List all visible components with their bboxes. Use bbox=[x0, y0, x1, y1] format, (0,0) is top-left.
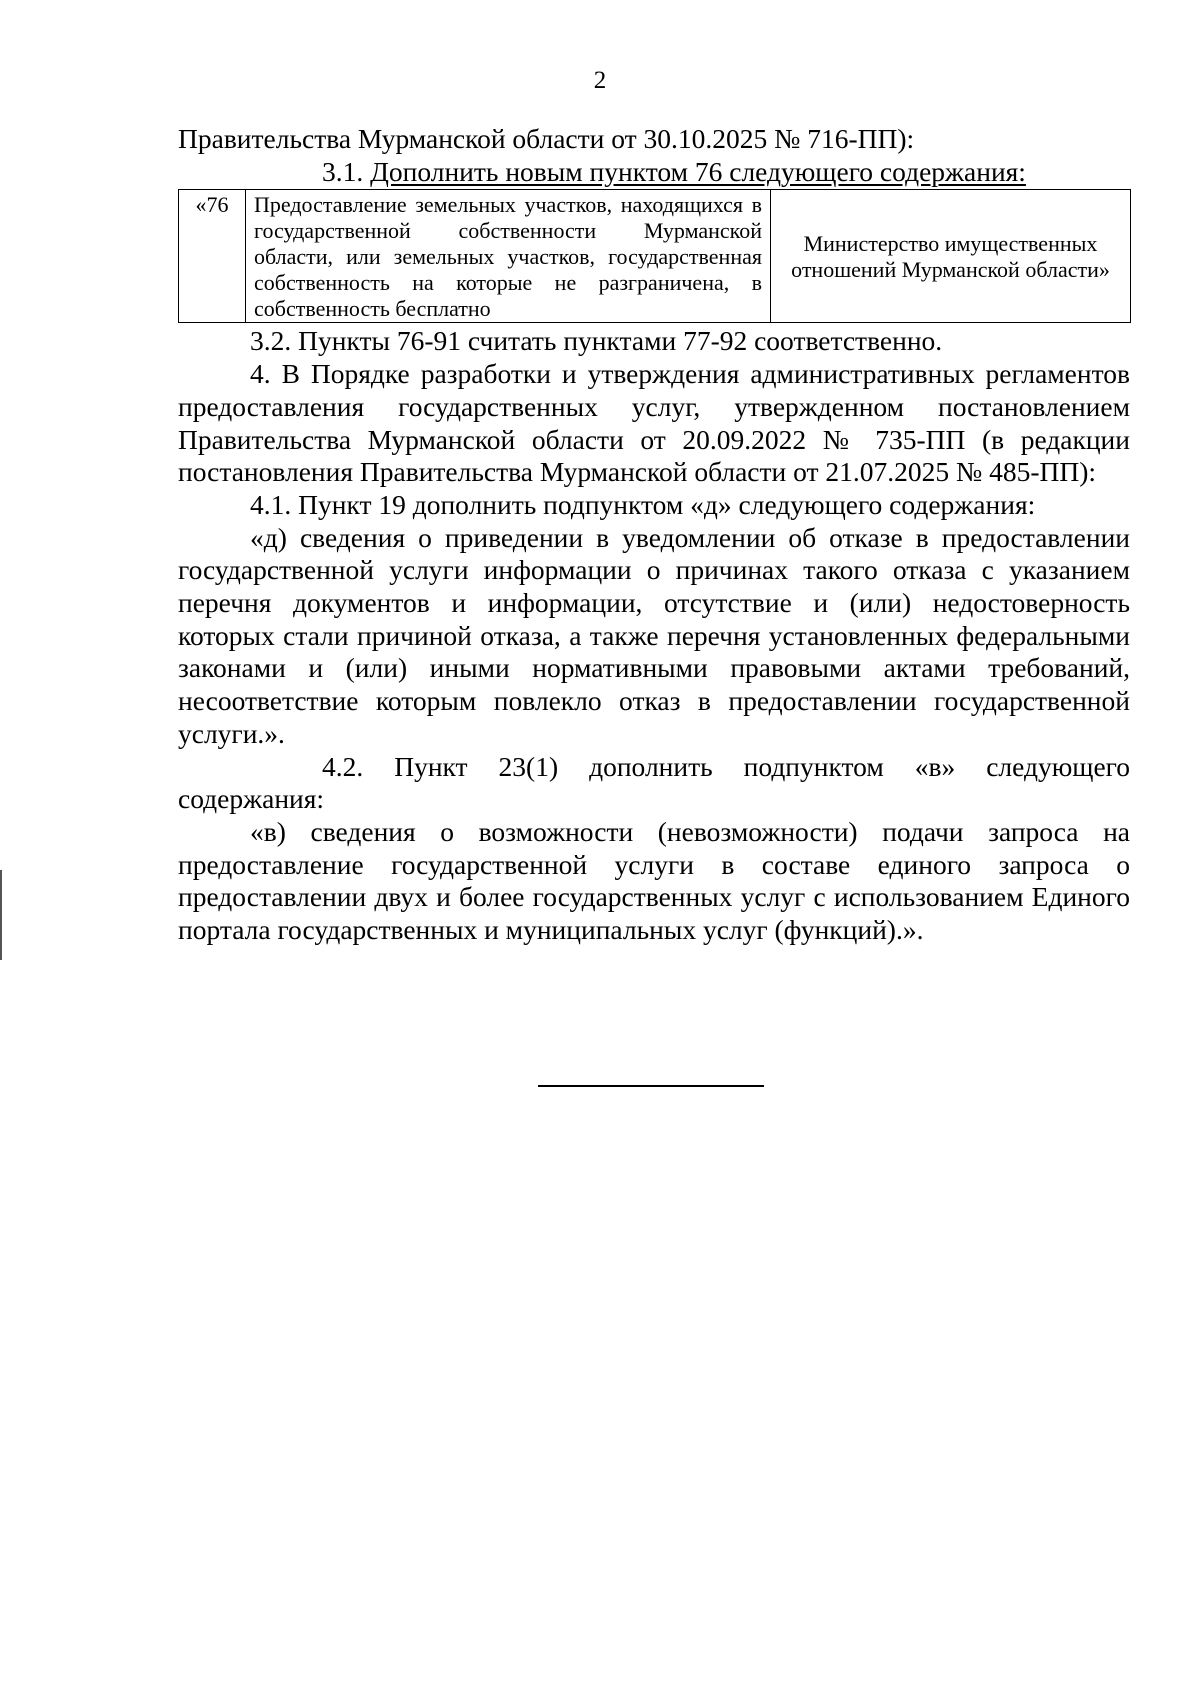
scan-edge-mark bbox=[0, 870, 2, 960]
item-text: Пункт 23(1) дополнить подпунктом «в» следующего содержания: bbox=[178, 750, 1131, 815]
row-number-cell: «76 bbox=[179, 190, 246, 323]
table-row bbox=[179, 190, 1131, 323]
item-number: 3.1. bbox=[322, 155, 364, 187]
paragraph-4-1-text: «д) сведения о приведении в уведомлении об отказе в предоставлении государственной услуги информации о причинах такого отказа с указанием перечня документов и информации, отсутствие и (или) недостоверность которых стали причиной отказа, а также перечня установленных федеральными законами и (или) иными нормативными правовыми актами требований, несоответствие которым повлекло отказ в предоставлении государственной услуги.». bbox=[178, 521, 1130, 749]
page-number: 2 bbox=[593, 67, 607, 94]
end-rule-divider bbox=[538, 1085, 764, 1087]
item-text: Дополнить новым пунктом 76 следующего содержания: bbox=[370, 155, 1026, 187]
paragraph-4-2 bbox=[178, 751, 1130, 816]
paragraph-4-2-text: «в) сведения о возможности (невозможности) подачи запроса на предоставление государственной услуги в составе единого запроса о предоставлении двух и более государственных услуг с использованием Единого портала государственных и муниципальных услуг (функций).». bbox=[178, 815, 1130, 946]
paragraph-4-1: 4.1. Пункт 19 дополнить подпунктом «д» следующего содержания: bbox=[250, 488, 1036, 520]
item-number: 4.2. bbox=[322, 750, 364, 782]
paragraph-continuation: Правительства Мурманской области от 30.10.2025 № 716-ПП): bbox=[178, 123, 915, 154]
paragraph-3-1 bbox=[178, 156, 1130, 189]
inserted-row-table bbox=[178, 189, 1131, 323]
document-body bbox=[178, 123, 1130, 947]
paragraph-4: 4. В Порядке разработки и утверждения административных регламентов предоставления государственных услуг, утвержденном постановлением Правительства Мурманской области от 20.09.2022 № 735-ПП (в редакции постановления Правительства Мурманской области от 21.07.2025 № 485-ПП): bbox=[178, 358, 1130, 488]
service-name-cell: Предоставление земельных участков, находящихся в государственной собственности Мурманской области, или земельных участков, государственная собственность на которые не разграничена, в собственность бесплатно bbox=[246, 190, 771, 323]
authority-cell: Министерство имущественных отношений Мурманской области» bbox=[771, 190, 1131, 323]
paragraph-3-2: 3.2. Пункты 76-91 считать пунктами 77-92 соответственно. bbox=[250, 325, 943, 357]
